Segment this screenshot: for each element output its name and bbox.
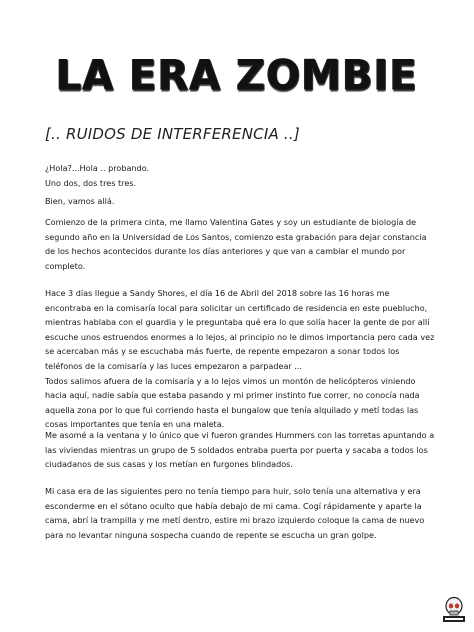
paragraph-start: Bien, vamos allá. bbox=[45, 196, 115, 206]
section-subtitle: [.. RUIDOS DE INTERFERENCIA ..] bbox=[45, 125, 300, 143]
paragraph-window: Me asomé a la ventana y lo único que vi fueron grandes Hummers con las torretas apuntando a las viviendas mientras un grupo de 5 soldados entraba puerta por puerta y sacaba a todos los ciudadanos de sus casas y los metían en furgones blindados. bbox=[45, 430, 435, 470]
zombie-skull-logo-icon bbox=[442, 596, 466, 624]
paragraph-intro: Comienzo de la primera cinta, me llamo Valentina Gates y soy un estudiante de biología de segundo año en la Universidad de Los Santos, comienzo esta grabación para dejar constancia de los hechos acontecidos durante los días anteriores y que van a cambiar el mundo por completo. bbox=[45, 217, 427, 271]
paragraph-arrival: Hace 3 días llegue a Sandy Shores, el día 16 de Abril del 2018 sobre las 16 horas me encontraba en la comisaría local para solicitar un certificado de residencia en este pueblucho, mientras hablaba con el guardia y le preguntaba qué era lo que solía hacer la gente de por allí escuche unos estruendos enormes a lo lejos, al principio no le dimos importancia pero cada vez se acercaban más y se escuchaba más fuerte, de repente empezaron a sonar todos los teléfonos de la comisaría y las luces empezaron a parpadear ... Todos salimos afuera de la comisaría y a lo lejos vimos un montón de helicópteros viniendo hacia aquí, nadie sabía que estaba pasando y mi primer instinto fue correr, no conocía nada aquella zona por lo que fui corriendo hasta el bungalow que tenía alquilado y metí todas las cosas importantes que tenía en una maleta. bbox=[45, 288, 435, 430]
page-title: LA ERA ZOMBIE bbox=[56, 51, 418, 101]
paragraph-greeting: ¿Hola?...Hola .. probando. Uno dos, dos tres tres. bbox=[45, 163, 150, 188]
paragraph-hiding: Mi casa era de las siguientes pero no tenía tiempo para huir, solo tenía una alternativa y era esconderme en el sótano oculto que había debajo de mi cama. Cogí rápidamente y aparte la cama, abrí la trampilla y me metí dentro, estire mi brazo izquierdo coloque la cama de nuevo para no levantar ninguna sospecha cuando de repente se escucha un gran golpe. bbox=[45, 486, 425, 540]
